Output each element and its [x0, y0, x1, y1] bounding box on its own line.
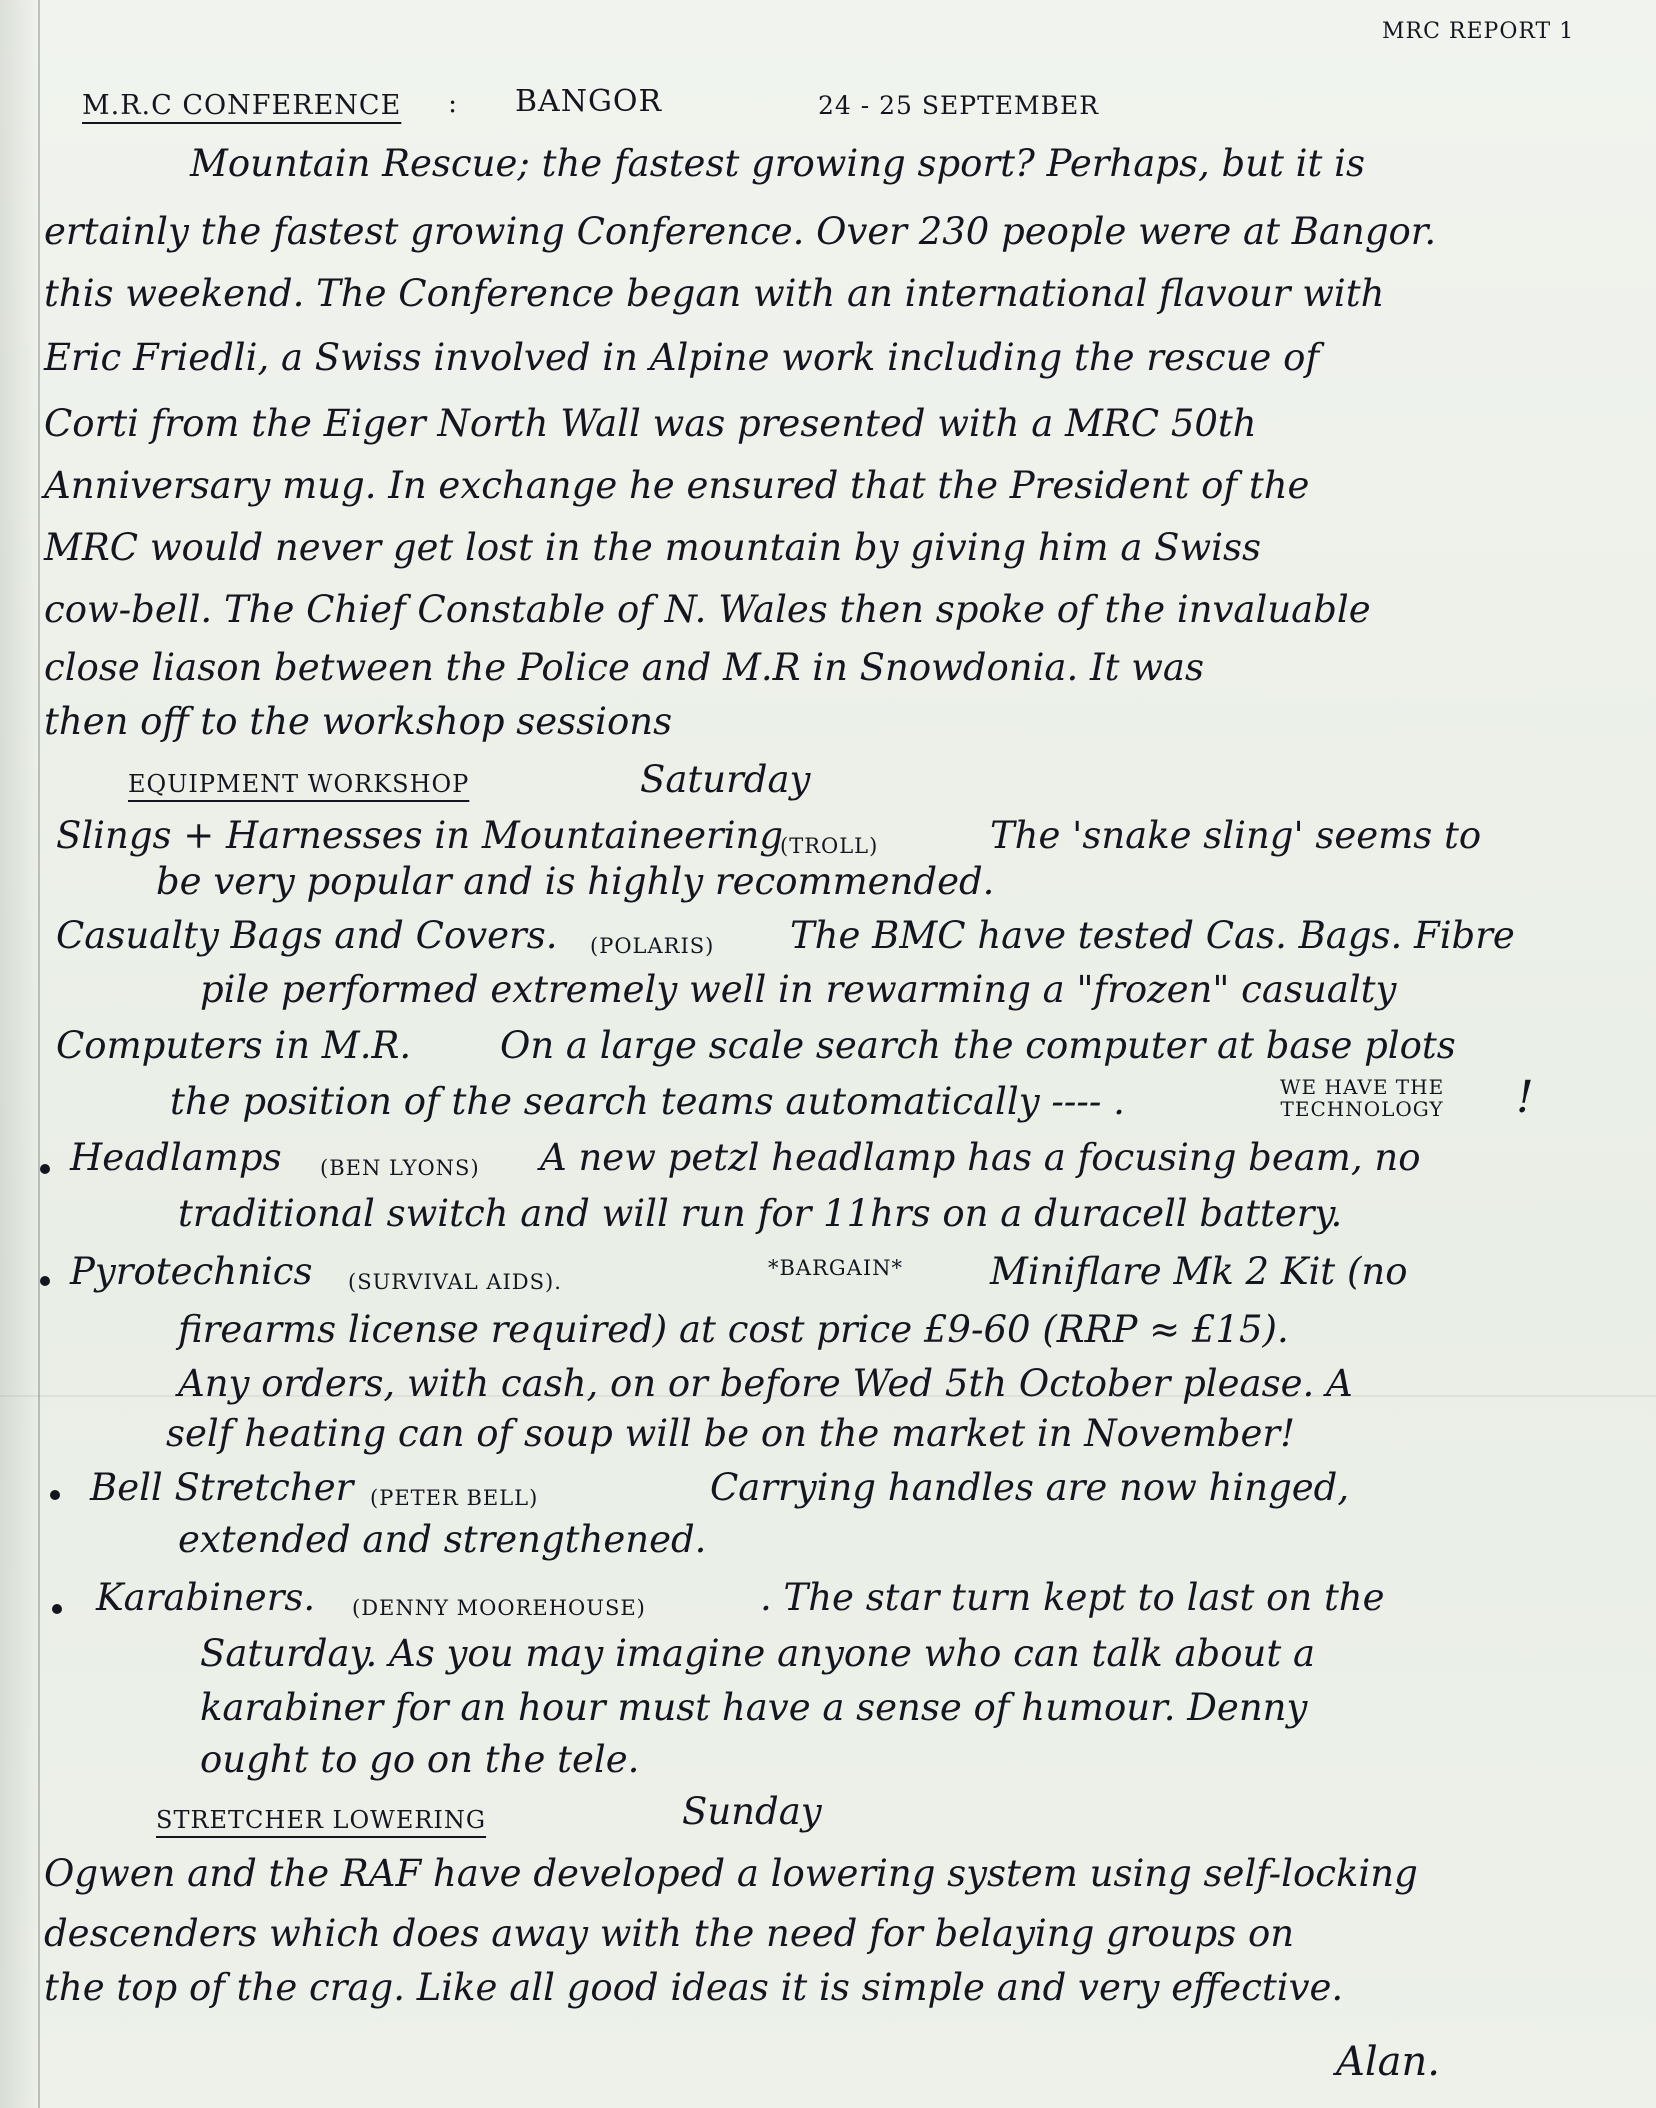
signature: Alan. — [1336, 2039, 1441, 2085]
karabiners-presenter: (DENNY MOOREHOUSE) — [352, 1596, 646, 1620]
computers-title: Computers in M.R. — [56, 1024, 412, 1067]
intro-line-5: Corti from the Eiger North Wall was presented with a MRC 50th — [44, 402, 1257, 445]
karabiners-text-1: . The star turn kept to last on the — [760, 1576, 1385, 1619]
equipment-day: Saturday — [640, 758, 811, 801]
casualty-text-1: The BMC have tested Cas. Bags. Fibre — [790, 914, 1515, 957]
equipment-heading: EQUIPMENT WORKSHOP — [128, 770, 470, 798]
slings-title: Slings + Harnesses in Mountaineering — [56, 814, 784, 857]
intro-line-10: then off to the workshop sessions — [44, 700, 673, 743]
casualty-presenter: (POLARIS) — [590, 934, 715, 958]
stretcher-line-3: the top of the crag. Like all good ideas it is simple and very effective. — [44, 1966, 1344, 2009]
karabiners-bullet — [52, 1604, 62, 1614]
conference-location: BANGOR — [515, 84, 663, 119]
stretcher-line-1: Ogwen and the RAF have developed a lowering system using self-locking — [44, 1852, 1418, 1895]
intro-line-3: this weekend. The Conference began with an international flavour with — [44, 272, 1385, 315]
headlamps-bullet — [40, 1164, 50, 1174]
bell-text-2: extended and strengthened. — [178, 1518, 707, 1561]
computers-text-2: the position of the search teams automatically ---- . — [170, 1080, 1125, 1123]
left-margin-line — [38, 0, 40, 2108]
computers-text-1: On a large scale search the computer at base plots — [500, 1024, 1456, 1067]
conference-title: M.R.C CONFERENCE — [82, 90, 402, 121]
conference-dates: 24 - 25 SEPTEMBER — [818, 91, 1100, 120]
intro-line-1: Mountain Rescue; the fastest growing sport? Perhaps, but it is — [190, 142, 1365, 185]
report-label: MRC REPORT 1 — [1382, 19, 1575, 44]
karabiners-text-2: Saturday. As you may imagine anyone who can talk about a — [200, 1632, 1316, 1675]
headlamps-text-2: traditional switch and will run for 11hrs on a duracell battery. — [178, 1192, 1343, 1235]
headlamps-presenter: (BEN LYONS) — [320, 1156, 480, 1180]
stretcher-heading: STRETCHER LOWERING — [156, 1806, 487, 1834]
intro-line-4: Eric Friedli, a Swiss involved in Alpine work including the rescue of — [44, 336, 1320, 379]
pyro-bullet — [40, 1276, 50, 1286]
technology-note-line-1: WE HAVE THE — [1280, 1075, 1445, 1099]
pyro-text-1: Miniflare Mk 2 Kit (no — [990, 1250, 1408, 1293]
intro-line-2: ertainly the fastest growing Conference. Over 230 people were at Bangor. — [44, 210, 1437, 253]
pyro-title: Pyrotechnics — [70, 1250, 313, 1293]
casualty-text-2: pile performed extremely well in rewarming a "frozen" casualty — [200, 968, 1397, 1011]
karabiners-text-3: karabiner for an hour must have a sense of humour. Denny — [200, 1686, 1308, 1729]
technology-note-line-2: TECHNOLOGY — [1280, 1097, 1444, 1121]
intro-line-7: MRC would never get lost in the mountain by giving him a Swiss — [44, 526, 1261, 569]
pyro-text-4: self heating can of soup will be on the market in November! — [166, 1412, 1295, 1455]
intro-line-8: cow-bell. The Chief Constable of N. Wales then spoke of the invaluable — [44, 588, 1371, 631]
title-separator: : — [448, 88, 459, 119]
casualty-title: Casualty Bags and Covers. — [56, 914, 558, 957]
stretcher-line-2: descenders which does away with the need for belaying groups on — [44, 1912, 1295, 1955]
pyro-presenter: (SURVIVAL AIDS). — [348, 1270, 562, 1294]
slings-text-1: The 'snake sling' seems to — [990, 814, 1482, 857]
bell-bullet — [50, 1490, 60, 1500]
intro-line-9: close liason between the Police and M.R in Snowdonia. It was — [44, 646, 1204, 689]
bell-title: Bell Stretcher — [90, 1466, 354, 1509]
bell-presenter: (PETER BELL) — [370, 1486, 539, 1510]
slings-presenter: (TROLL) — [780, 834, 879, 858]
technology-exclamation: ! — [1516, 1072, 1534, 1123]
stretcher-day: Sunday — [682, 1790, 822, 1833]
pyro-text-2: firearms license required) at cost price £9-60 (RRP ≈ £15). — [178, 1308, 1289, 1351]
karabiners-title: Karabiners. — [96, 1576, 316, 1619]
pyro-text-3: Any orders, with cash, on or before Wed 5th October please. A — [178, 1362, 1353, 1405]
technology-note — [1280, 1076, 1444, 1120]
pyro-bargain: *BARGAIN* — [768, 1256, 904, 1280]
headlamps-title: Headlamps — [70, 1136, 282, 1179]
headlamps-text-1: A new petzl headlamp has a focusing beam, no — [540, 1136, 1421, 1179]
slings-text-2: be very popular and is highly recommended. — [156, 860, 995, 903]
bell-text-1: Carrying handles are now hinged, — [710, 1466, 1350, 1509]
karabiners-text-4: ought to go on the tele. — [200, 1738, 640, 1781]
intro-line-6: Anniversary mug. In exchange he ensured that the President of the — [44, 464, 1310, 507]
